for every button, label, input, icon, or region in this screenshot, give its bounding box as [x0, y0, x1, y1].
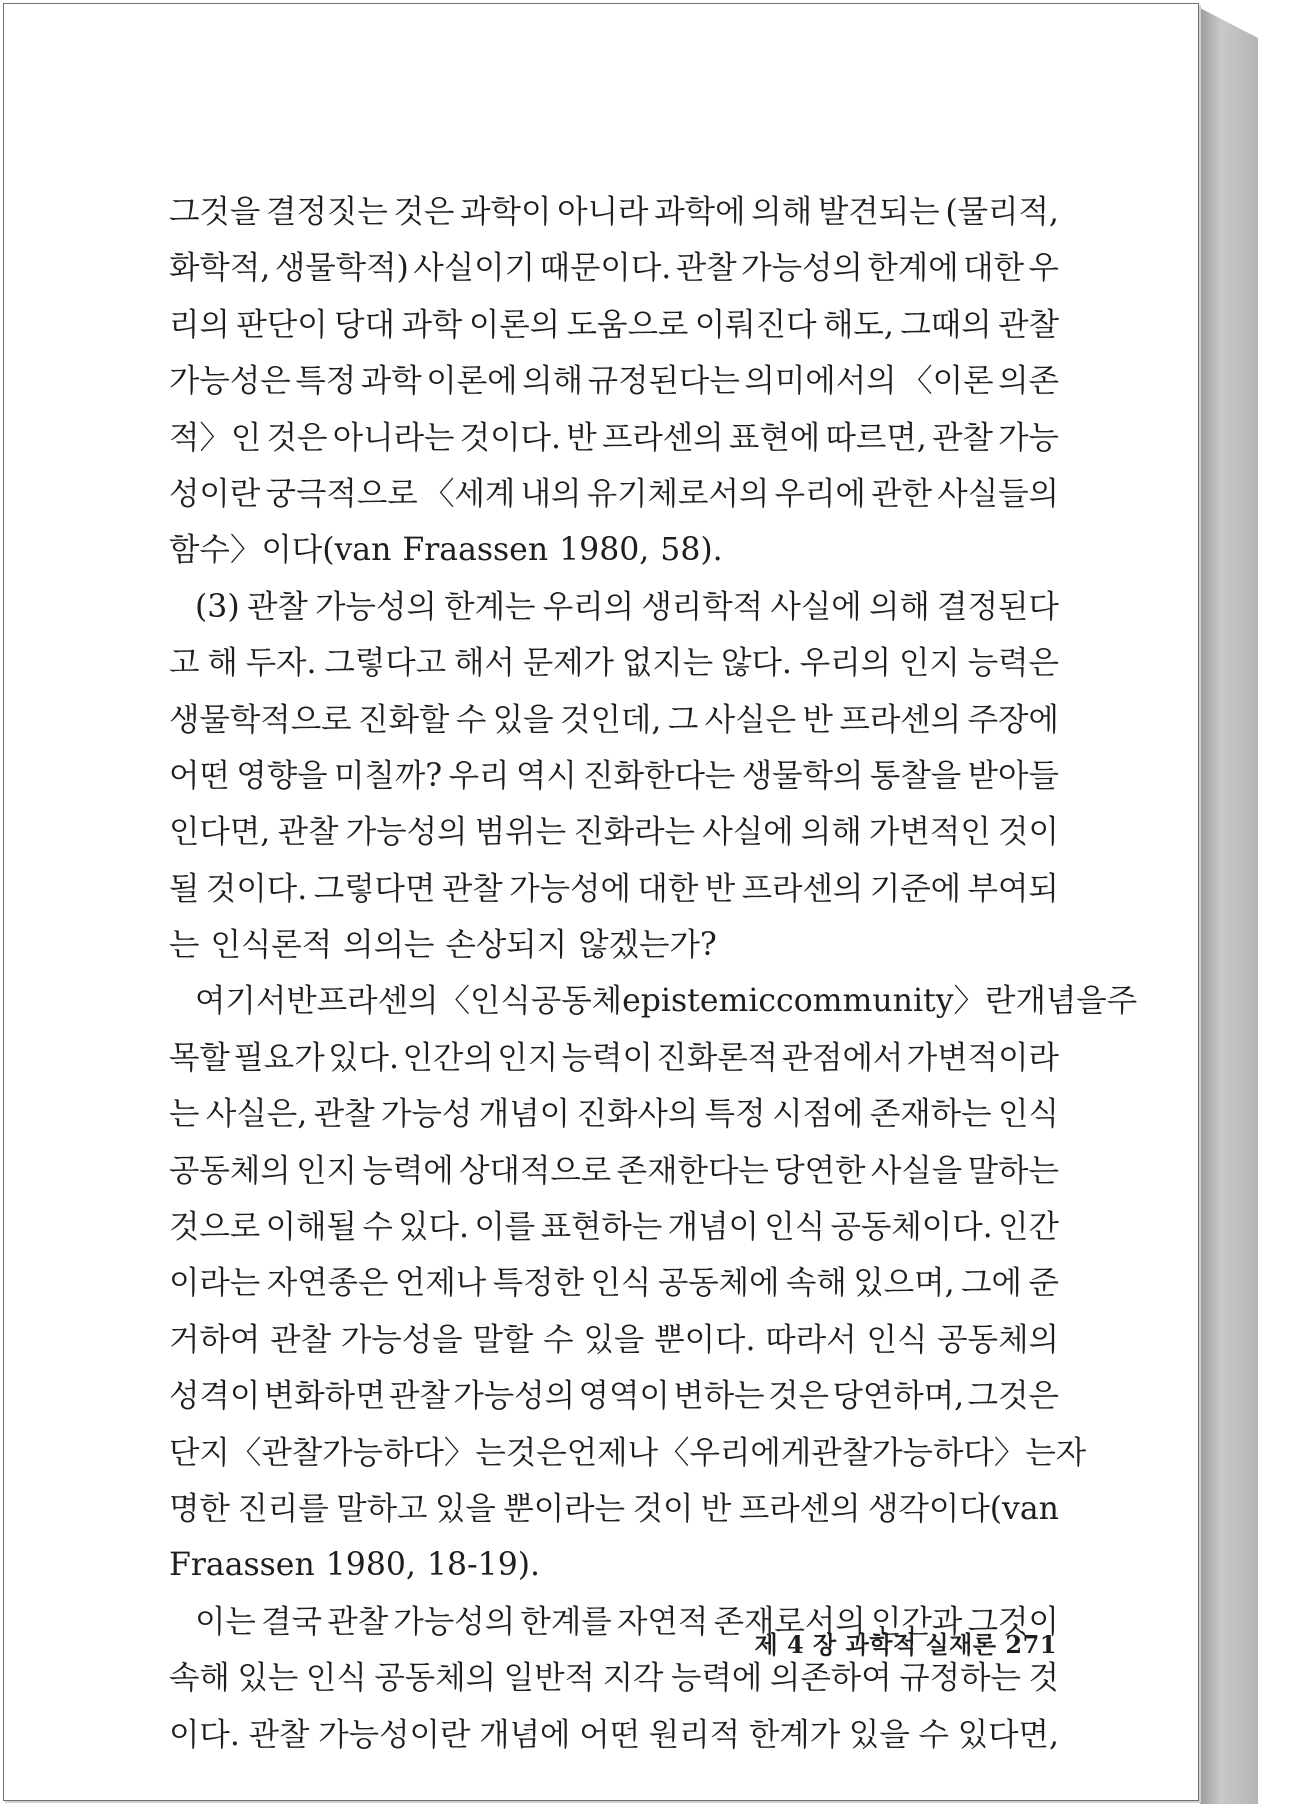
text-word: 당연하며,	[832, 1378, 965, 1415]
text-word: 가능성의	[741, 250, 863, 287]
text-word: 관찰	[248, 1716, 310, 1753]
text-word: 범위는	[474, 814, 567, 851]
text-word: 도움으로	[566, 306, 689, 343]
text-line	[169, 1143, 1059, 1199]
text-word: 해서	[453, 645, 515, 682]
text-line	[169, 1481, 1059, 1537]
text-word: 존재로서의	[713, 1603, 866, 1640]
text-word: 있을	[583, 1321, 645, 1358]
text-word: 공동체의	[937, 1321, 1059, 1358]
text-word: 인지	[296, 1152, 357, 1189]
text-word: 18-19).	[426, 1547, 541, 1584]
text-word: 있을	[492, 701, 554, 738]
text-word: 결정짓는	[266, 194, 388, 230]
text-word: 사실에	[770, 588, 862, 625]
text-word: 이론의	[468, 306, 561, 343]
text-word: 〈우리에게	[658, 1434, 812, 1471]
text-word: 성격이	[169, 1378, 261, 1415]
text-word: 한계가	[748, 1716, 841, 1753]
text-line	[169, 522, 1059, 578]
text-word: 당연한	[774, 1152, 866, 1189]
text-word: 특정한	[492, 1265, 585, 1302]
text-word: 결국	[261, 1603, 322, 1640]
text-word: 진화할	[358, 701, 450, 738]
text-word: 있다.	[328, 1039, 399, 1076]
text-word: 과학	[401, 306, 463, 343]
text-word: 자연종은	[266, 1265, 389, 1302]
text-word: 가능성에	[509, 870, 631, 907]
text-word: 공동체에	[657, 1265, 780, 1302]
text-word: 상대적으로	[459, 1152, 612, 1189]
text-word: 반	[700, 1490, 732, 1527]
text-word: 가능성의	[453, 1378, 576, 1415]
text-word: 진화론적	[656, 1039, 779, 1076]
text-line	[169, 1086, 1059, 1142]
text-word: 한계를	[520, 1603, 612, 1640]
text-line	[169, 748, 1059, 804]
text-word: 인식	[764, 1209, 826, 1246]
text-word: 관찰	[675, 250, 737, 287]
text-word: 반	[704, 870, 736, 907]
text-word: 고	[169, 645, 200, 682]
text-word: 1980,	[325, 1547, 416, 1584]
text-word: 그렇다면	[313, 870, 436, 907]
text-word: 인간의	[402, 1039, 494, 1076]
text-word: 의해	[522, 363, 584, 400]
text-word: 그것을	[169, 194, 261, 230]
text-word: 〈이론	[901, 363, 994, 400]
text-word: 손상되지	[445, 927, 568, 964]
text-word: 인식	[998, 1096, 1059, 1133]
text-word: 능력에	[671, 1660, 763, 1697]
text-word: 주장에	[967, 701, 1059, 738]
text-word: 는	[169, 1096, 200, 1133]
text-word: 과학이	[460, 194, 552, 230]
text-word: 생물학적)	[274, 250, 409, 287]
text-word: 는	[169, 927, 200, 964]
text-word: 1980,	[559, 532, 650, 569]
text-word: 과학	[360, 363, 422, 400]
text-word: 〈인식	[438, 983, 531, 1020]
text-word: 반	[566, 419, 597, 456]
text-word: 관한	[871, 475, 932, 512]
text-word: epistemic	[622, 983, 777, 1020]
text-word: 부여되	[967, 870, 1059, 907]
text-word: 그	[667, 701, 699, 738]
text-word: 결정된다	[937, 588, 1059, 625]
text-word: 프라센의	[316, 983, 439, 1020]
text-word: 판단이	[236, 306, 328, 343]
text-word: 것으로	[169, 1209, 261, 1246]
text-word: 의해	[800, 814, 862, 851]
text-word: 가변적인	[869, 814, 991, 851]
text-word: 따라서	[765, 1321, 857, 1358]
text-word: 그것이	[967, 1603, 1059, 1640]
text-word: 것이	[998, 814, 1059, 851]
text-word: 것이다.	[459, 419, 561, 456]
text-word: 그렇다고	[324, 645, 447, 682]
text-word: 해	[207, 645, 238, 682]
text-word: 말하는	[967, 1152, 1059, 1189]
text-word: 있을	[848, 1716, 910, 1753]
text-word: 것인데,	[560, 701, 662, 738]
text-word: 인식론적	[210, 927, 333, 964]
text-word: (물리적,	[945, 194, 1059, 230]
text-line	[169, 1312, 1059, 1368]
text-word: 이뤄진다	[694, 306, 817, 343]
text-word: 궁극적으로	[265, 475, 418, 512]
text-word: 유기체로서의	[586, 475, 770, 512]
text-word: 말할	[472, 1321, 534, 1358]
text-line	[169, 635, 1059, 691]
text-word: 진화라는	[573, 814, 696, 851]
text-word: 표현하는	[540, 1209, 663, 1246]
text-word: 아니라	[557, 194, 649, 230]
text-word: 특정	[704, 1096, 766, 1133]
text-word: 프라센의	[741, 870, 864, 907]
text-word: 그에	[961, 1265, 1022, 1302]
text-word: 관찰	[932, 419, 993, 456]
text-word: 받아들	[967, 757, 1059, 794]
text-word: 관찰	[998, 306, 1059, 343]
text-word: 관찰	[327, 1603, 389, 1640]
text-word: 때문이다.	[539, 250, 672, 287]
text-word: 인지	[898, 645, 960, 682]
text-word: 일반적	[503, 1660, 595, 1697]
text-word: 어떤	[579, 1716, 641, 1753]
text-word: 우리의	[542, 588, 635, 625]
text-word: 따르면,	[825, 419, 927, 456]
text-word: 것은	[266, 419, 328, 456]
text-word: 인식	[305, 1660, 367, 1697]
text-word: (3)	[195, 588, 240, 625]
text-word: 가능성의	[393, 1603, 516, 1640]
text-word: 두자.	[245, 645, 317, 682]
text-word: 당대	[334, 306, 395, 343]
text-word: 뿐이라는	[503, 1490, 626, 1527]
text-word: 적〉인	[169, 419, 262, 456]
text-word: 이론에	[426, 363, 518, 400]
text-word: 원리적	[648, 1716, 741, 1753]
text-word: 우	[1028, 250, 1059, 287]
text-word: 지각	[602, 1660, 664, 1697]
text-word: 속해	[169, 1660, 230, 1697]
text-word: 사실에	[702, 814, 794, 851]
text-word: 사실을	[870, 1152, 963, 1189]
text-word: 가능성의	[315, 588, 437, 625]
text-word: 말하고	[336, 1490, 428, 1527]
text-word: 가변적이라	[906, 1039, 1059, 1076]
text-word: 사실이기	[413, 250, 536, 287]
text-word: 통찰을	[869, 757, 962, 794]
text-word: 한계는	[444, 588, 536, 625]
text-word: 의존하여	[769, 1660, 892, 1697]
text-word: 가능하다〉는	[872, 1434, 1056, 1471]
text-word: 표현에	[728, 419, 821, 456]
text-word: 진리를	[237, 1490, 329, 1527]
text-word: 내의	[520, 475, 582, 512]
text-word: 능력에	[362, 1152, 454, 1189]
text-word: 필요가	[233, 1039, 325, 1076]
text-word: 해도,	[823, 306, 894, 343]
text-word: 수	[362, 1209, 393, 1246]
text-word: 가능성은	[169, 363, 291, 400]
text-word: 여기서	[195, 983, 287, 1020]
text-word: 존재한다는	[616, 1152, 769, 1189]
text-word: 반	[802, 701, 833, 738]
text-word: 것	[1028, 1660, 1059, 1697]
text-word: 인간과	[871, 1603, 963, 1640]
text-word: 의해	[751, 194, 813, 230]
text-line	[169, 1537, 1059, 1593]
text-line	[169, 297, 1059, 353]
text-word: 관점에서	[781, 1039, 904, 1076]
text-word: 없지는	[621, 645, 714, 682]
text-line	[169, 466, 1059, 522]
text-word: 시점에	[772, 1096, 864, 1133]
text-word: 그것은	[967, 1378, 1059, 1415]
text-word: 사실들의	[937, 475, 1059, 512]
text-word: 관찰	[388, 1378, 450, 1415]
text-word: 의존	[998, 363, 1059, 400]
text-word: 발견되는	[817, 194, 940, 230]
text-word: 화학적,	[169, 250, 271, 287]
text-word: 가능성	[381, 1096, 473, 1133]
text-word: 영향을	[236, 757, 328, 794]
text-word: 규정된다는	[587, 363, 740, 400]
text-word: 가능	[998, 419, 1059, 456]
text-word: 생물학의	[741, 757, 864, 794]
text-word: 거하여	[169, 1321, 261, 1358]
text-word: 관찰	[313, 1096, 375, 1133]
text-line	[169, 804, 1059, 860]
text-word: 개념을	[1015, 983, 1107, 1020]
text-word: 될	[169, 870, 200, 907]
text-word: 관찰	[277, 814, 339, 851]
text-word: 수	[543, 1321, 574, 1358]
text-word: 아니라는	[332, 419, 455, 456]
text-word: 개념이	[478, 1096, 571, 1133]
text-word: 변화하면	[263, 1378, 386, 1415]
text-word: 규정하는	[899, 1660, 1021, 1697]
text-word: 이라는	[169, 1265, 261, 1302]
text-word: community〉란	[776, 983, 1016, 1020]
text-word: 생물학적으로	[169, 701, 352, 738]
text-word: 가능성의	[345, 814, 468, 851]
text-word: 있을	[434, 1490, 496, 1527]
text-word: 대한	[963, 250, 1025, 287]
page-stack-edge	[1200, 8, 1258, 1804]
text-word: 의의는	[343, 927, 435, 964]
page-footer: 제 4 장 과학적 실재론 271	[754, 1630, 1057, 1659]
text-line	[169, 1707, 1059, 1763]
text-word: 수	[455, 701, 487, 738]
text-word: 〈관찰	[229, 1434, 323, 1471]
text-word: 관찰	[246, 588, 308, 625]
text-line	[169, 1030, 1059, 1086]
text-word: 인식	[590, 1265, 652, 1302]
text-word: 언제나	[566, 1434, 659, 1471]
text-word: 것은	[505, 1434, 567, 1471]
text-word: 가능성을	[340, 1321, 463, 1358]
text-line	[169, 1199, 1059, 1255]
text-word: 개념이	[667, 1209, 759, 1246]
text-word: 것은	[393, 194, 455, 230]
text-word: 기준에	[869, 870, 962, 907]
text-word: 않겠는가?	[578, 927, 717, 964]
text-line	[169, 1425, 1087, 1481]
text-word: 관찰	[441, 870, 503, 907]
text-word: Fraassen	[402, 532, 549, 569]
text-word: 진화사의	[576, 1096, 699, 1133]
text-word: 주	[1106, 983, 1138, 1020]
text-word: 언제나	[394, 1265, 487, 1302]
text-word: 명한	[169, 1490, 230, 1527]
text-word: 과학에	[654, 194, 746, 230]
text-word: 가능성이란	[318, 1716, 471, 1753]
text-word: 의해	[869, 588, 930, 625]
text-line	[169, 184, 1059, 240]
text-word: 관찰	[811, 1434, 873, 1471]
text-word: 것이다.	[205, 870, 308, 907]
text-word: 특정	[295, 363, 357, 400]
text-word: 변하는	[673, 1378, 765, 1415]
text-word: 함수〉이다(van	[169, 532, 392, 569]
text-word: 그때의	[900, 306, 992, 343]
text-word: 역시	[515, 757, 577, 794]
text-word: 인식	[866, 1321, 928, 1358]
text-word: 우리	[448, 757, 510, 794]
text-word: 않다.	[721, 645, 792, 682]
text-line	[169, 692, 1059, 748]
text-word: 미칠까?	[334, 757, 443, 794]
text-word: 자	[1055, 1434, 1087, 1471]
text-word: 인간	[998, 1209, 1059, 1246]
text-word: 목할	[169, 1039, 230, 1076]
text-word: 사실은	[704, 701, 797, 738]
text-line	[169, 973, 1138, 1029]
text-word: 있는	[237, 1660, 299, 1697]
text-word: 이해될	[265, 1209, 357, 1246]
text-word: 능력은	[967, 645, 1059, 682]
text-word: 반	[286, 983, 317, 1020]
text-line	[169, 917, 1059, 973]
text-word: 수	[918, 1716, 949, 1753]
text-line	[169, 1255, 1059, 1311]
text-word: 준	[1028, 1265, 1059, 1302]
text-word: 관찰	[270, 1321, 332, 1358]
text-word: Fraassen	[169, 1547, 315, 1584]
text-word: 속해	[786, 1265, 847, 1302]
text-word: 능력이	[561, 1039, 653, 1076]
text-line	[169, 353, 1059, 409]
text-word: 것은	[768, 1378, 829, 1415]
text-word: 어떤	[169, 757, 230, 794]
text-word: 성이란	[169, 475, 261, 512]
text-word: 것이	[632, 1490, 694, 1527]
book-page	[3, 3, 1199, 1801]
text-word: 생각이다(van	[868, 1490, 1059, 1527]
text-line	[169, 861, 1059, 917]
text-word: 〈세계	[422, 475, 516, 512]
text-word: 존재하는	[869, 1096, 992, 1133]
text-word: 우리에	[774, 475, 866, 512]
text-word: 의미에서의	[744, 363, 897, 400]
text-word: 프라센의	[839, 701, 962, 738]
text-word: 단지	[169, 1434, 230, 1471]
text-word: 인지	[497, 1039, 559, 1076]
text-word: 인다면,	[169, 814, 271, 851]
text-word: 공동체의	[169, 1152, 291, 1189]
text-word: 사실은,	[205, 1096, 308, 1133]
text-word: 있다.	[398, 1209, 469, 1246]
text-word: 이는	[195, 1603, 256, 1640]
text-word: 프라센의	[601, 419, 724, 456]
text-word: 리의	[169, 306, 230, 343]
text-word: 문제가	[522, 645, 614, 682]
text-word: 있다면,	[957, 1716, 1059, 1753]
body-text	[169, 184, 1138, 1763]
text-word: 공동체의	[374, 1660, 497, 1697]
text-line	[169, 1368, 1059, 1424]
text-word: 58).	[660, 532, 723, 569]
text-word: 가능하다〉는	[322, 1434, 506, 1471]
text-line	[169, 410, 1059, 466]
text-word: 자연적	[617, 1603, 709, 1640]
text-word: 생리학적	[641, 588, 764, 625]
text-word: 대한	[637, 870, 699, 907]
text-word: 공동체	[530, 983, 623, 1020]
text-word: 있으며,	[853, 1265, 955, 1302]
text-word: 개념에	[479, 1716, 571, 1753]
text-word: 영역이	[578, 1378, 670, 1415]
text-word: 이다.	[169, 1716, 240, 1753]
text-word: 공동체이다.	[830, 1209, 993, 1246]
text-word: 뿐이다.	[654, 1321, 756, 1358]
text-line	[169, 579, 1059, 635]
text-word: 진화한다는	[583, 757, 736, 794]
text-word: 프라센의	[738, 1490, 861, 1527]
text-word: 우리의	[799, 645, 892, 682]
text-word: 이를	[474, 1209, 536, 1246]
text-line	[169, 240, 1059, 296]
text-word: 한계에	[867, 250, 959, 287]
